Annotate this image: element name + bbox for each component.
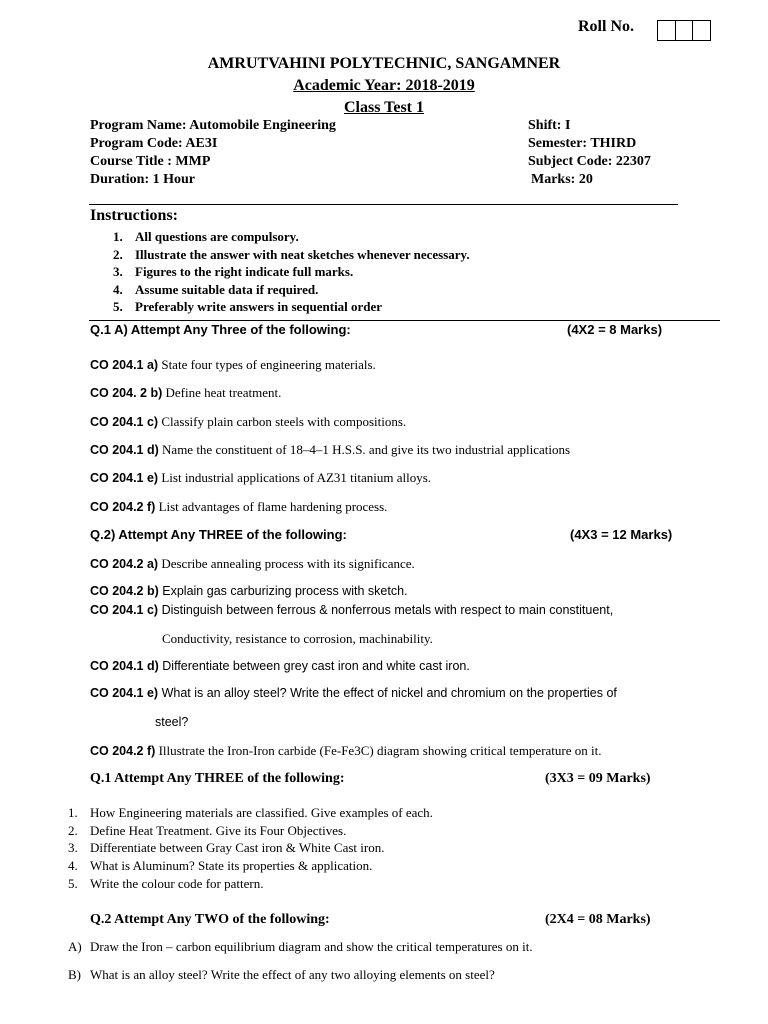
question-item: CO 204.1 d) Name the constituent of 18–4–1 H.S.S. and give its two industrial applications [90, 442, 571, 457]
divider [89, 320, 720, 321]
q2b-heading: Q.2 Attempt Any TWO of the following: [90, 912, 330, 927]
q1a-marks: (4X2 = 8 Marks) [567, 322, 663, 337]
instruction-item: 5. Preferably write answers in sequential order [113, 299, 383, 314]
q1b-heading: Q.1 Attempt Any THREE of the following: [90, 771, 345, 786]
question-item: CO 204.1 d) Differentiate between grey cast iron and white cast iron. [90, 659, 470, 673]
question-item: CO 204.1 a) State four types of engineering materials. [90, 357, 376, 372]
duration: Duration: 1 Hour [90, 172, 195, 187]
list-item: 1. How Engineering materials are classified. Give examples of each. [68, 805, 433, 820]
semester: Semester: THIRD [528, 136, 637, 151]
institute-name: AMRUTVAHINI POLYTECHNIC, SANGAMNER [207, 55, 561, 72]
instruction-item: 1. All questions are compulsory. [113, 229, 299, 244]
q1a-heading: Q.1 A) Attempt Any Three of the following: [90, 322, 351, 337]
question-item: CO 204.1 e) List industrial applications of AZ31 titanium alloys. [90, 470, 432, 485]
list-item: 2. Define Heat Treatment. Give its Four Objectives. [68, 822, 347, 838]
instruction-item: 2. Illustrate the answer with neat sketches whenever necessary. [113, 246, 470, 262]
q1b-marks: (3X3 = 09 Marks) [545, 771, 651, 786]
academic-year: Academic Year: 2018-2019 [293, 77, 475, 94]
instruction-item: 4. Assume suitable data if required. [113, 281, 319, 297]
subject-code: Subject Code: 22307 [528, 154, 651, 169]
list-item: 4. What is Aluminum? State its properties & application. [68, 858, 373, 874]
question-item: CO 204.1 c) Classify plain carbon steels with compositions. [90, 414, 407, 429]
question-item: CO 204. 2 b) Define heat treatment. [90, 385, 282, 400]
question-item: CO 204.2 f) List advantages of flame hardening process. [90, 499, 388, 514]
list-item: 3. Differentiate between Gray Cast iron & White Cast iron. [68, 840, 385, 856]
question-item: CO 204.2 a) Describe annealing process with its significance. [90, 556, 415, 571]
question-item-continuation: steel? [155, 715, 189, 729]
question-item: CO 204.1 c) Distinguish between ferrous & nonferrous metals with respect to main constituent, [90, 603, 614, 617]
program-name: Program Name: Automobile Engineering [90, 118, 336, 133]
list-item: B) What is an alloy steel? Write the effect of any two alloying elements on steel? [68, 967, 495, 982]
q2b-marks: (2X4 = 08 Marks) [545, 912, 651, 927]
question-item: CO 204.2 f) Illustrate the Iron-Iron carbide (Fe-Fe3C) diagram showing critical temperature on it. [90, 743, 602, 758]
course-title: Course Title : MMP [90, 154, 211, 169]
list-item: A) Draw the Iron – carbon equilibrium diagram and show the critical temperatures on it. [68, 939, 533, 954]
question-item-continuation: Conductivity, resistance to corrosion, machinability. [162, 631, 433, 646]
shift: Shift: I [528, 118, 571, 133]
question-item: CO 204.2 b) Explain gas carburizing process with sketch. [90, 584, 408, 598]
q2-marks: (4X3 = 12 Marks) [570, 527, 673, 542]
marks: Marks: 20 [531, 172, 593, 187]
roll-number-boxes [657, 20, 711, 41]
roll-number-label: Roll No. [578, 18, 634, 35]
question-item: CO 204.1 e) What is an alloy steel? Write the effect of nickel and chromium on the properties of [90, 686, 617, 700]
test-title: Class Test 1 [343, 99, 425, 116]
divider [89, 204, 678, 205]
list-item: 5. Write the colour code for pattern. [68, 875, 264, 891]
q2-heading: Q.2) Attempt Any THREE of the following: [90, 527, 347, 542]
instruction-item: 3. Figures to the right indicate full marks. [113, 264, 354, 279]
program-code: Program Code: AE3I [90, 136, 218, 151]
instructions-heading: Instructions: [90, 207, 179, 224]
